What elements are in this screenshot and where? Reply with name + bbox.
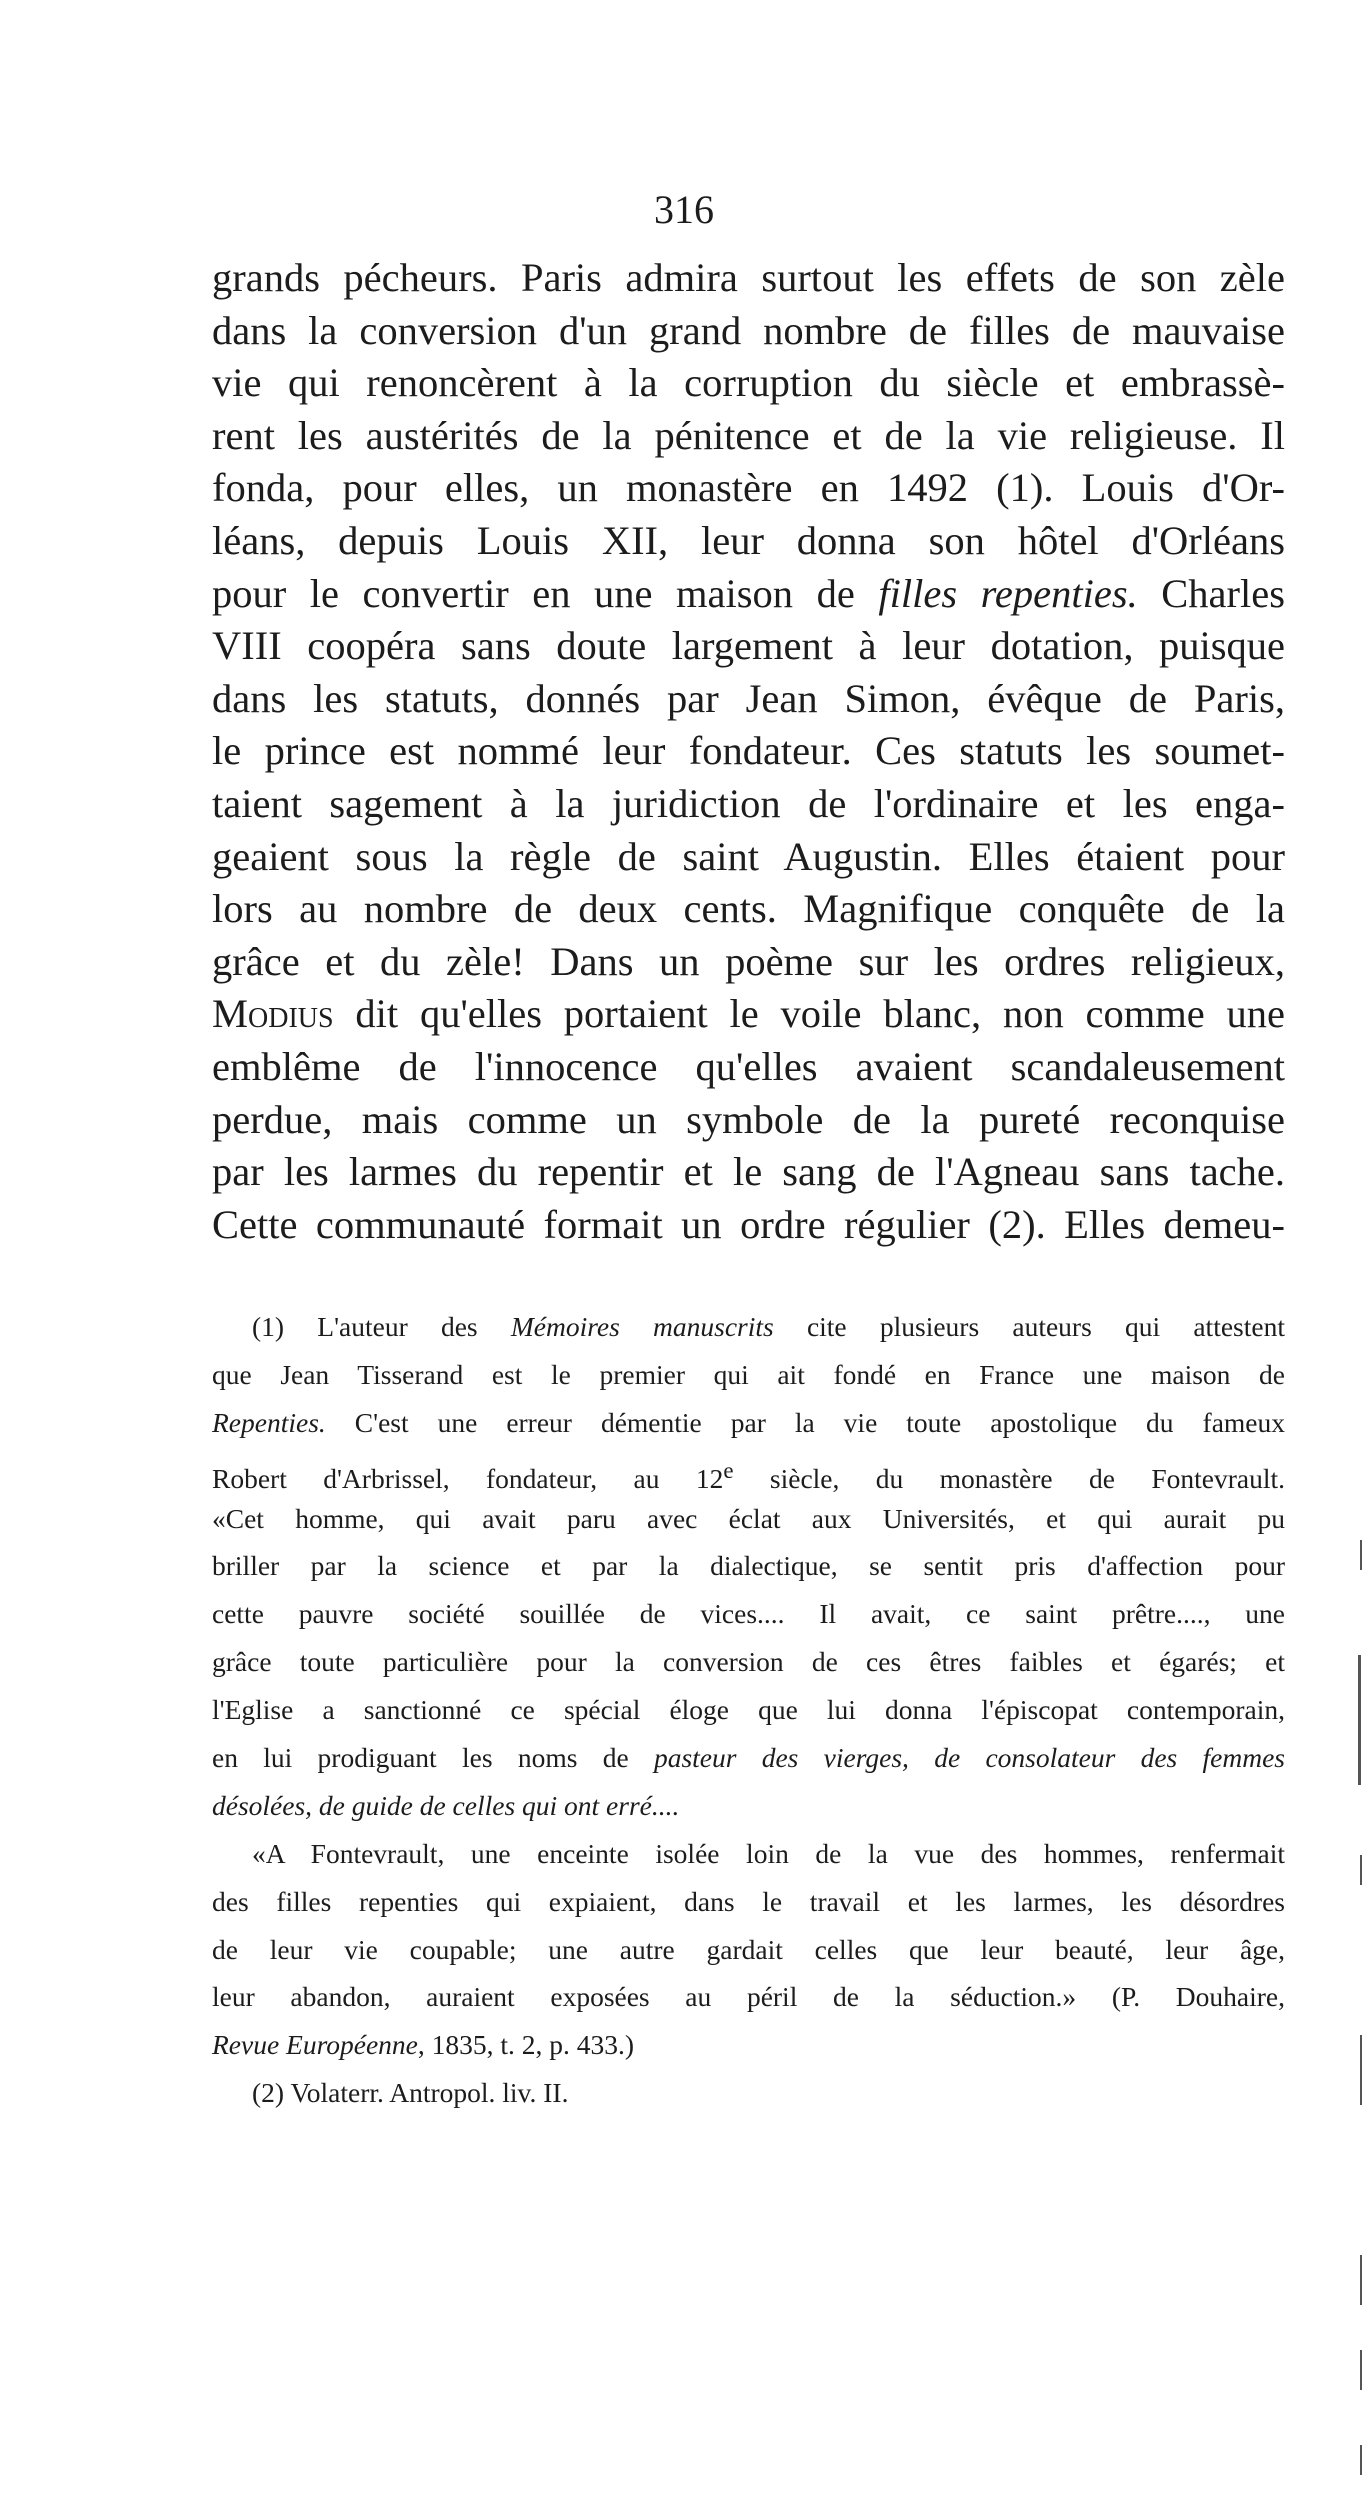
text-line: par les larmes du repentir et le sang de l'Agneau sans tache. xyxy=(212,1149,1285,1195)
text-fragment: en lui prodiguant les noms de xyxy=(212,1742,654,1774)
scan-artifact xyxy=(1360,2350,1362,2390)
italic-title: Mémoires manuscrits xyxy=(510,1311,774,1342)
footnote-line: leur abandon, auraient exposées au péril de la séduction.» (P. Douhaire, xyxy=(212,1981,1285,2013)
italic-term: filles repenties. xyxy=(878,570,1138,616)
footnote-line: l'Eglise a sanctionné ce spécial éloge que lui donna l'épiscopat contemporain, xyxy=(212,1694,1285,1726)
text-line xyxy=(212,568,1285,621)
text-fragment: pour le convertir en une maison de xyxy=(212,570,879,616)
footnote-line xyxy=(212,1782,1285,1830)
scan-artifact xyxy=(1360,2255,1362,2305)
footnote-line: (2) Volaterr. Antropol. liv. II. xyxy=(252,2077,569,2109)
text-fragment: siècle, du monastère de Fontevrault. xyxy=(733,1462,1285,1494)
italic-title: Revue Européenne xyxy=(212,2029,418,2061)
footnote-line xyxy=(212,1399,1285,1447)
text-line: dans la conversion d'un grand nombre de filles de mauvaise xyxy=(212,307,1285,353)
text-fragment: Robert d'Arbrissel, fondateur, au 12 xyxy=(212,1462,724,1494)
footnote-line: des filles repenties qui expiaient, dans le travail et les larmes, les désordres xyxy=(212,1885,1285,1917)
text-fragment: C'est une erreur démentie par la vie toute apostolique du fameux xyxy=(325,1406,1285,1438)
scan-artifact xyxy=(1360,1540,1362,1570)
text-line: emblême de l'innocence qu'elles avaient scandaleusement xyxy=(212,1043,1285,1089)
text-fragment: cite plusieurs auteurs qui attestent xyxy=(773,1311,1285,1342)
text-fragment: (1) L'auteur des xyxy=(252,1311,511,1342)
text-line: grâce et du zèle! Dans un poème sur les ordres religieux, xyxy=(212,938,1285,984)
text-line: le prince est nommé leur fondateur. Ces statuts les soumet- xyxy=(212,728,1285,774)
text-line: rent les austérités de la pénitence et de la vie religieuse. Il xyxy=(212,412,1285,458)
main-text xyxy=(212,252,1285,1251)
scan-artifact xyxy=(1360,2035,1362,2105)
scan-artifact xyxy=(1358,1655,1361,1785)
text-line: VIII coopéra sans doute largement à leur dotation, puisque xyxy=(212,623,1285,669)
footnote-line: briller par la science et par la dialectique, se sentit pris d'affection pour xyxy=(212,1550,1285,1582)
scan-artifact xyxy=(1360,2445,1362,2475)
text-line: fonda, pour elles, un monastère en 1492 (1). Louis d'Or- xyxy=(212,465,1285,511)
footnote-line: «A Fontevrault, une enceinte isolée loin de la vue des hommes, renfermait xyxy=(252,1837,1285,1869)
text-line: dans les statuts, donnés par Jean Simon, évêque de Paris, xyxy=(212,675,1285,721)
text-fragment: Charles xyxy=(1137,570,1285,616)
footnote-line: cette pauvre société souillée de vices.... Il avait, ce saint prêtre...., une xyxy=(212,1598,1285,1630)
text-line xyxy=(212,988,1285,1041)
text-line: geaient sous la règle de saint Augustin. Elles étaient pour xyxy=(212,833,1285,879)
footnotes xyxy=(212,1303,1285,2117)
page-number: 316 xyxy=(654,187,714,232)
text-line: taient sagement à la juridiction de l'ordinaire et les enga- xyxy=(212,780,1285,826)
footnote-line xyxy=(212,1303,1285,1351)
footnote-line: que Jean Tisserand est le premier qui ait fondé en France une maison de xyxy=(212,1358,1285,1390)
footnote-line xyxy=(212,1447,1285,1495)
text-fragment: , 1835, t. 2, p. 433.) xyxy=(417,2029,635,2061)
footnote-line xyxy=(212,2021,1285,2069)
text-line: léans, depuis Louis XII, leur donna son hôtel d'Orléans xyxy=(212,517,1285,563)
italic-phrase: pasteur des vierges, de consolateur des femmes xyxy=(653,1742,1285,1774)
footnote-line: grâce toute particulière pour la conversion de ces êtres faibles et égarés; et xyxy=(212,1646,1285,1678)
italic-term: Repenties. xyxy=(212,1406,326,1438)
italic-phrase: désolées, de guide de celles qui ont erré.... xyxy=(212,1789,680,1821)
footnote-line: de leur vie coupable; une autre gardait celles que leur beauté, leur âge, xyxy=(212,1933,1285,1965)
small-caps-name: Modius xyxy=(212,991,334,1037)
text-line: grands pécheurs. Paris admira surtout les effets de son zèle xyxy=(212,255,1285,300)
scan-artifact xyxy=(1360,1855,1362,1885)
superscript: e xyxy=(723,1457,734,1483)
footnote-line: «Cet homme, qui avait paru avec éclat aux Universités, et qui aurait pu xyxy=(212,1502,1285,1534)
text-line: Cette communauté formait un ordre régulier (2). Elles demeu- xyxy=(212,1201,1285,1247)
text-line: perdue, mais comme un symbole de la pureté reconquise xyxy=(212,1096,1285,1142)
text-line: vie qui renoncèrent à la corruption du siècle et embrassè- xyxy=(212,360,1285,406)
text-fragment: dit qu'elles portaient le voile blanc, non comme une xyxy=(333,991,1285,1037)
text-line: lors au nombre de deux cents. Magnifique conquête de la xyxy=(212,886,1285,932)
footnote-line xyxy=(212,1734,1285,1782)
